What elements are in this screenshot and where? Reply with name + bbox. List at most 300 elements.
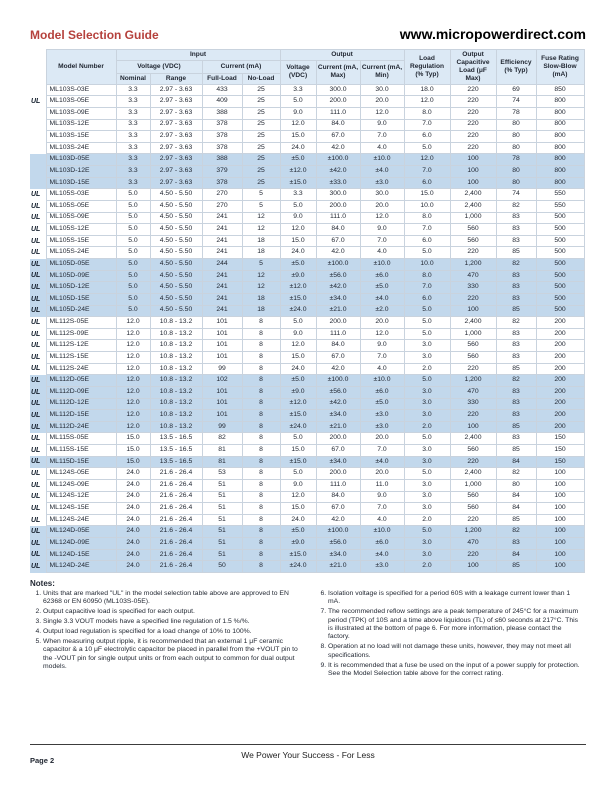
cell-range: 4.50 - 5.50 [150,247,202,259]
cell-capacitive-load: 330 [450,398,496,410]
cell-output-current-min: ±4.0 [360,549,404,561]
cell-no-load: 25 [242,142,280,154]
ul-mark [30,166,46,178]
cell-nominal: 24.0 [116,479,150,491]
cell-full-load: 53 [202,468,242,480]
table-row [30,468,584,480]
cell-capacitive-load: 1,200 [450,526,496,538]
col-header-full-load: Full-Load [202,73,242,84]
cell-range: 13.5 - 16.5 [150,433,202,445]
cell-fuse-rating: 200 [536,410,584,422]
cell-nominal: 12.0 [116,386,150,398]
cell-fuse-rating: 100 [536,538,584,550]
cell-no-load: 12 [242,224,280,236]
note-item-2: 2. Output capacitive load is specified for each output. [43,608,299,616]
cell-range: 10.8 - 13.2 [150,398,202,410]
table-row [30,549,584,561]
cell-fuse-rating: 500 [536,247,584,259]
cell-fuse-rating: 200 [536,375,584,387]
cell-model-number: ML124S-09E [46,479,116,491]
cell-output-current-min: ±6.0 [360,538,404,550]
ul-mark: UL [31,318,41,326]
cell-capacitive-load: 1,200 [450,375,496,387]
cell-output-current-max: ±56.0 [316,270,360,282]
cell-load-regulation: 3.0 [404,538,450,550]
cell-output-current-max: 84.0 [316,491,360,503]
ul-mark: UL [30,421,46,433]
cell-model-number: ML105S-03E [46,189,116,201]
cell-nominal: 24.0 [116,503,150,515]
cell-no-load: 8 [242,456,280,468]
cell-output-current-min: 20.0 [360,468,404,480]
cell-fuse-rating: 200 [536,317,584,329]
cell-efficiency: 78 [496,107,536,119]
cell-load-regulation: 15.0 [404,189,450,201]
cell-full-load: 378 [202,177,242,189]
cell-load-regulation: 5.0 [404,468,450,480]
cell-fuse-rating: 550 [536,189,584,201]
cell-output-current-min: ±3.0 [360,177,404,189]
cell-nominal: 3.3 [116,119,150,131]
cell-output-voltage: 15.0 [280,235,316,247]
cell-range: 21.6 - 26.4 [150,561,202,573]
col-group-input: Input [116,50,280,61]
cell-full-load: 101 [202,328,242,340]
cell-load-regulation: 6.0 [404,131,450,143]
cell-no-load: 25 [242,107,280,119]
ul-mark: UL [31,481,41,489]
col-header-load-regulation: Load Regulation (% Typ) [404,50,450,85]
cell-efficiency: 85 [496,514,536,526]
table-row [30,456,584,468]
ul-mark: UL [31,516,41,524]
col-group-input-voltage: Voltage (VDC) [116,60,202,73]
cell-full-load: 101 [202,386,242,398]
cell-output-current-max: 200.0 [316,96,360,108]
cell-nominal: 15.0 [116,456,150,468]
cell-output-current-min: 20.0 [360,317,404,329]
cell-output-voltage: 9.0 [280,212,316,224]
cell-full-load: 101 [202,398,242,410]
cell-range: 2.97 - 3.63 [150,96,202,108]
cell-output-voltage: ±9.0 [280,386,316,398]
col-header-output-voltage: Voltage (VDC) [280,60,316,84]
table-row [30,514,584,526]
cell-efficiency: 83 [496,328,536,340]
cell-capacitive-load: 100 [450,154,496,166]
cell-output-current-max: 200.0 [316,200,360,212]
cell-output-current-max: ±42.0 [316,282,360,294]
cell-output-voltage: ±5.0 [280,375,316,387]
cell-efficiency: 80 [496,166,536,178]
cell-output-current-min: ±10.0 [360,526,404,538]
cell-capacitive-load: 330 [450,282,496,294]
cell-load-regulation: 3.0 [404,491,450,503]
website-url: www.micropowerdirect.com [399,26,586,42]
cell-fuse-rating: 800 [536,166,584,178]
cell-output-voltage: 24.0 [280,247,316,259]
cell-output-current-min: 4.0 [360,363,404,375]
cell-full-load: 241 [202,224,242,236]
cell-output-current-max: ±100.0 [316,526,360,538]
cell-output-voltage: 15.0 [280,131,316,143]
col-header-efficiency: Efficiency (% Typ) [496,50,536,85]
table-row [30,479,584,491]
ul-mark: UL [30,526,46,538]
cell-model-number: ML124D-15E [46,549,116,561]
cell-efficiency: 80 [496,177,536,189]
table-row [30,363,584,375]
cell-efficiency: 78 [496,154,536,166]
cell-range: 10.8 - 13.2 [150,386,202,398]
cell-capacitive-load: 470 [450,386,496,398]
cell-load-regulation: 8.0 [404,107,450,119]
cell-full-load: 101 [202,317,242,329]
cell-load-regulation: 2.0 [404,561,450,573]
col-header-no-load: No-Load [242,73,280,84]
cell-output-current-min: ±5.0 [360,282,404,294]
cell-fuse-rating: 150 [536,433,584,445]
cell-capacitive-load: 100 [450,561,496,573]
table-row [30,119,584,131]
cell-range: 21.6 - 26.4 [150,491,202,503]
cell-no-load: 25 [242,84,280,96]
cell-output-current-min: ±6.0 [360,270,404,282]
col-header-capacitive-load: Output Capacitive Load (μF Max) [450,50,496,85]
cell-output-current-min: 9.0 [360,340,404,352]
ul-mark: UL [30,410,46,422]
cell-output-current-max: ±21.0 [316,421,360,433]
col-group-output: Output [280,50,404,61]
cell-fuse-rating: 800 [536,142,584,154]
cell-full-load: 241 [202,293,242,305]
cell-range: 2.97 - 3.63 [150,177,202,189]
cell-fuse-rating: 500 [536,305,584,317]
cell-output-current-max: 84.0 [316,340,360,352]
cell-efficiency: 74 [496,96,536,108]
cell-fuse-rating: 800 [536,107,584,119]
cell-range: 4.50 - 5.50 [150,270,202,282]
cell-capacitive-load: 1,000 [450,328,496,340]
cell-output-voltage: 9.0 [280,107,316,119]
cell-model-number: ML103D-05E [46,154,116,166]
col-header-output-current-max: Current (mA, Max) [316,60,360,84]
cell-nominal: 12.0 [116,340,150,352]
cell-full-load: 51 [202,538,242,550]
ul-mark: UL [30,398,46,410]
table-row [30,491,584,503]
cell-full-load: 241 [202,282,242,294]
cell-output-current-min: ±4.0 [360,293,404,305]
cell-load-regulation: 3.0 [404,456,450,468]
cell-model-number: ML103S-24E [46,142,116,154]
ul-mark: UL [31,446,41,454]
cell-efficiency: 84 [496,503,536,515]
cell-nominal: 24.0 [116,538,150,550]
cell-no-load: 8 [242,386,280,398]
cell-model-number: ML124S-24E [46,514,116,526]
table-row [30,293,584,305]
cell-output-current-min: ±5.0 [360,398,404,410]
cell-output-current-max: 42.0 [316,514,360,526]
cell-no-load: 25 [242,131,280,143]
cell-range: 21.6 - 26.4 [150,514,202,526]
cell-load-regulation: 3.0 [404,386,450,398]
cell-no-load: 5 [242,189,280,201]
cell-no-load: 25 [242,154,280,166]
cell-model-number: ML124D-24E [46,561,116,573]
cell-output-voltage: 5.0 [280,200,316,212]
notes-heading: Notes: [30,578,55,588]
cell-output-current-min: 4.0 [360,514,404,526]
cell-range: 4.50 - 5.50 [150,282,202,294]
cell-range: 2.97 - 3.63 [150,142,202,154]
cell-efficiency: 83 [496,235,536,247]
ul-mark: UL [31,225,41,233]
ul-mark: UL [31,202,41,210]
cell-efficiency: 84 [496,549,536,561]
cell-efficiency: 85 [496,421,536,433]
note-item-6: 6. Isolation voltage is specified for a period 60S with a leakage current lower than 1 mA. [328,590,584,607]
cell-fuse-rating: 100 [536,503,584,515]
cell-model-number: ML112S-24E [46,363,116,375]
cell-nominal: 3.3 [116,166,150,178]
cell-model-number: ML124D-09E [46,538,116,550]
cell-efficiency: 83 [496,352,536,364]
cell-no-load: 8 [242,363,280,375]
cell-output-current-max: 111.0 [316,479,360,491]
cell-range: 10.8 - 13.2 [150,328,202,340]
cell-model-number: ML105D-05E [46,259,116,271]
cell-no-load: 8 [242,317,280,329]
cell-output-current-max: ±33.0 [316,177,360,189]
cell-efficiency: 74 [496,189,536,201]
cell-nominal: 3.3 [116,131,150,143]
cell-no-load: 8 [242,561,280,573]
cell-model-number: ML105S-15E [46,235,116,247]
cell-load-regulation: 7.0 [404,224,450,236]
cell-output-current-max: ±42.0 [316,166,360,178]
cell-full-load: 270 [202,200,242,212]
ul-mark: UL [30,456,46,468]
cell-model-number: ML124S-05E [46,468,116,480]
cell-output-voltage: ±15.0 [280,549,316,561]
cell-capacitive-load: 220 [450,107,496,119]
cell-output-voltage: ±5.0 [280,259,316,271]
cell-full-load: 241 [202,212,242,224]
cell-nominal: 5.0 [116,293,150,305]
cell-fuse-rating: 100 [536,491,584,503]
table-row [30,386,584,398]
cell-model-number: ML112D-05E [46,375,116,387]
cell-load-regulation: 3.0 [404,503,450,515]
cell-model-number: ML124S-15E [46,503,116,515]
cell-full-load: 378 [202,131,242,143]
table-row [30,177,584,189]
cell-efficiency: 85 [496,305,536,317]
table-row [30,189,584,201]
cell-range: 4.50 - 5.50 [150,259,202,271]
table-row [30,375,584,387]
cell-fuse-rating: 100 [536,479,584,491]
cell-model-number: ML112S-15E [46,352,116,364]
notes-section [30,579,586,681]
cell-full-load: 101 [202,340,242,352]
ul-mark [30,154,46,166]
ul-mark: UL [30,259,46,271]
cell-full-load: 51 [202,479,242,491]
cell-load-regulation: 3.0 [404,445,450,457]
cell-efficiency: 80 [496,479,536,491]
cell-no-load: 25 [242,166,280,178]
cell-fuse-rating: 500 [536,224,584,236]
cell-output-current-min: 7.0 [360,131,404,143]
cell-capacitive-load: 2,400 [450,189,496,201]
cell-efficiency: 83 [496,538,536,550]
cell-capacitive-load: 220 [450,84,496,96]
cell-nominal: 5.0 [116,305,150,317]
cell-output-voltage: 12.0 [280,491,316,503]
cell-efficiency: 80 [496,119,536,131]
cell-nominal: 24.0 [116,468,150,480]
ul-mark: UL [31,237,41,245]
cell-model-number: ML115S-15E [46,445,116,457]
cell-full-load: 101 [202,352,242,364]
cell-capacitive-load: 2,400 [450,200,496,212]
cell-output-current-max: ±21.0 [316,561,360,573]
cell-output-voltage: ±9.0 [280,270,316,282]
cell-model-number: ML124S-12E [46,491,116,503]
cell-output-current-min: ±4.0 [360,166,404,178]
col-header-fuse-rating: Fuse Rating Slow-Blow (mA) [536,50,584,85]
cell-fuse-rating: 800 [536,96,584,108]
cell-full-load: 241 [202,247,242,259]
cell-load-regulation: 3.0 [404,479,450,491]
table-row [30,224,584,236]
cell-output-voltage: 5.0 [280,96,316,108]
cell-output-voltage: 3.3 [280,189,316,201]
cell-output-current-min: ±4.0 [360,456,404,468]
cell-output-voltage: ±12.0 [280,282,316,294]
cell-range: 10.8 - 13.2 [150,375,202,387]
cell-no-load: 18 [242,293,280,305]
cell-load-regulation: 5.0 [404,247,450,259]
ul-mark: UL [31,493,41,501]
cell-full-load: 101 [202,410,242,422]
cell-nominal: 12.0 [116,410,150,422]
cell-output-current-min: ±2.0 [360,305,404,317]
cell-output-current-max: 300.0 [316,189,360,201]
cell-load-regulation: 10.0 [404,259,450,271]
cell-nominal: 12.0 [116,352,150,364]
cell-output-current-min: ±10.0 [360,154,404,166]
cell-full-load: 99 [202,421,242,433]
cell-model-number: ML103S-12E [46,119,116,131]
cell-capacitive-load: 220 [450,247,496,259]
table-row [30,340,584,352]
cell-model-number: ML103D-12E [46,166,116,178]
cell-efficiency: 83 [496,386,536,398]
ul-mark [30,177,46,189]
cell-nominal: 3.3 [116,177,150,189]
cell-model-number: ML112D-12E [46,398,116,410]
cell-output-current-max: 111.0 [316,328,360,340]
cell-range: 2.97 - 3.63 [150,154,202,166]
cell-efficiency: 69 [496,84,536,96]
cell-range: 13.5 - 16.5 [150,456,202,468]
cell-output-current-min: 12.0 [360,212,404,224]
cell-output-voltage: 24.0 [280,142,316,154]
table-row [30,445,584,457]
ul-mark: UL [31,353,41,361]
cell-full-load: 51 [202,491,242,503]
cell-fuse-rating: 500 [536,270,584,282]
cell-load-regulation: 6.0 [404,293,450,305]
cell-nominal: 5.0 [116,200,150,212]
page-title: Model Selection Guide [30,28,159,42]
table-row [30,282,584,294]
ul-mark: UL [30,270,46,282]
cell-fuse-rating: 100 [536,549,584,561]
table-row [30,526,584,538]
table-row [30,433,584,445]
cell-output-current-max: ±100.0 [316,154,360,166]
cell-capacitive-load: 100 [450,305,496,317]
ul-mark: UL [31,330,41,338]
cell-no-load: 8 [242,468,280,480]
table-row [30,166,584,178]
cell-efficiency: 82 [496,468,536,480]
cell-output-current-max: 67.0 [316,445,360,457]
cell-capacitive-load: 2,400 [450,433,496,445]
cell-output-voltage: ±24.0 [280,561,316,573]
cell-fuse-rating: 200 [536,421,584,433]
cell-capacitive-load: 100 [450,177,496,189]
cell-capacitive-load: 100 [450,166,496,178]
cell-range: 21.6 - 26.4 [150,503,202,515]
cell-full-load: 81 [202,456,242,468]
cell-full-load: 82 [202,433,242,445]
col-header-range: Range [150,73,202,84]
cell-nominal: 12.0 [116,317,150,329]
cell-capacitive-load: 220 [450,363,496,375]
cell-range: 4.50 - 5.50 [150,305,202,317]
cell-output-voltage: ±24.0 [280,305,316,317]
cell-no-load: 18 [242,235,280,247]
cell-range: 10.8 - 13.2 [150,340,202,352]
cell-range: 21.6 - 26.4 [150,479,202,491]
note-item-1: 1. Units that are marked "UL" in the model selection table above are approved to EN 62368 or EN 60950 (ML103S-05E). [43,590,299,607]
cell-range: 4.50 - 5.50 [150,224,202,236]
cell-load-regulation: 5.0 [404,142,450,154]
cell-full-load: 270 [202,189,242,201]
table-row [30,200,584,212]
ul-mark [30,142,46,154]
cell-efficiency: 82 [496,526,536,538]
cell-output-voltage: 15.0 [280,352,316,364]
cell-full-load: 378 [202,119,242,131]
ul-mark: UL [31,504,41,512]
cell-output-voltage: ±5.0 [280,154,316,166]
cell-output-current-max: ±34.0 [316,293,360,305]
cell-efficiency: 83 [496,410,536,422]
cell-range: 2.97 - 3.63 [150,84,202,96]
cell-nominal: 5.0 [116,259,150,271]
ul-mark: UL [30,561,46,573]
cell-output-current-min: 9.0 [360,491,404,503]
cell-output-current-max: 42.0 [316,363,360,375]
cell-output-current-max: 67.0 [316,352,360,364]
